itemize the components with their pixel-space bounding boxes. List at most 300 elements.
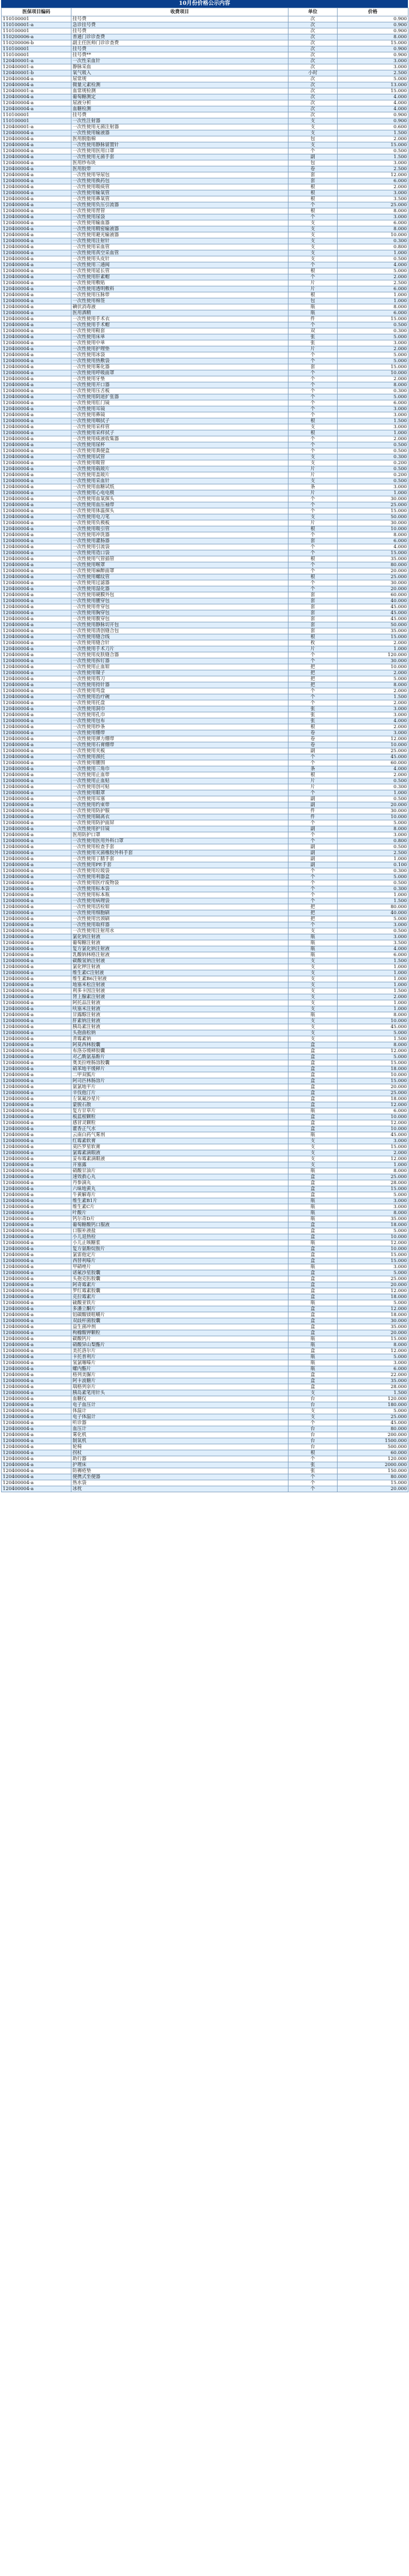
cell-item: 一次性使用吸管 bbox=[71, 460, 288, 466]
cell-item: 藿香正气水 bbox=[71, 1126, 288, 1132]
cell-item: 急诊挂号费 bbox=[71, 22, 288, 28]
cell-code: 120400004-a bbox=[2, 1024, 71, 1030]
cell-price: 2.000 bbox=[338, 772, 408, 778]
cell-code: 120400004-a bbox=[2, 820, 71, 826]
cell-unit: 把 bbox=[288, 910, 338, 916]
cell-item: 一次性使用耳塞 bbox=[71, 796, 288, 802]
table-row bbox=[2, 214, 408, 220]
cell-item: 一次性使用体温探头 bbox=[71, 508, 288, 514]
table-row bbox=[2, 262, 408, 268]
table-row bbox=[2, 1162, 408, 1168]
cell-price: 15.000 bbox=[338, 1144, 408, 1150]
cell-unit: 个 bbox=[288, 880, 338, 886]
cell-unit: 个 bbox=[288, 448, 338, 454]
table-row bbox=[2, 100, 408, 106]
cell-item: 一次性使用呼吸面罩 bbox=[71, 370, 288, 376]
cell-price: 20.000 bbox=[338, 802, 408, 808]
cell-unit: 盒 bbox=[288, 1126, 338, 1132]
cell-price: 0.500 bbox=[338, 844, 408, 850]
cell-item: 感冒灵颗粒 bbox=[71, 1120, 288, 1126]
table-row bbox=[2, 1300, 408, 1306]
cell-code: 120400004-a bbox=[2, 688, 71, 694]
cell-price: 18.000 bbox=[338, 1294, 408, 1300]
cell-unit: 台 bbox=[288, 1396, 338, 1402]
cell-price: 5.000 bbox=[338, 1054, 408, 1060]
cell-price: 8.000 bbox=[338, 208, 408, 214]
cell-item: 一次性使用采血针 bbox=[71, 478, 288, 484]
table-row bbox=[2, 346, 408, 352]
cell-unit: 套 bbox=[288, 592, 338, 598]
table-row bbox=[2, 1234, 408, 1240]
cell-price: 0.300 bbox=[338, 886, 408, 892]
cell-price: 3.000 bbox=[338, 424, 408, 430]
cell-unit: 个 bbox=[288, 442, 338, 448]
cell-price: 10.000 bbox=[338, 1018, 408, 1024]
cell-price: 15.000 bbox=[338, 508, 408, 514]
cell-item: 螺内酯片 bbox=[71, 1366, 288, 1372]
cell-code: 120400004-a bbox=[2, 1246, 71, 1252]
table-row bbox=[2, 1372, 408, 1378]
table-row bbox=[2, 1006, 408, 1012]
cell-item: 一次性使用清创缝合包 bbox=[71, 628, 288, 634]
cell-item: 雾化机 bbox=[71, 1432, 288, 1438]
cell-code: 120400004-a bbox=[2, 244, 71, 250]
cell-unit: 个 bbox=[288, 382, 338, 388]
cell-price: 8.000 bbox=[338, 682, 408, 688]
cell-unit: 把 bbox=[288, 904, 338, 910]
cell-price: 12.000 bbox=[338, 1240, 408, 1246]
cell-item: 一次性使用造口袋 bbox=[71, 550, 288, 556]
cell-item: 板蓝根颗粒 bbox=[71, 1114, 288, 1120]
cell-unit: 盒 bbox=[288, 1078, 338, 1084]
cell-price: 18.000 bbox=[338, 1096, 408, 1102]
cell-item: 一次性使用病理袋 bbox=[71, 898, 288, 904]
cell-code: 120400004-a bbox=[2, 622, 71, 628]
cell-item: 双歧杆菌胶囊 bbox=[71, 1318, 288, 1324]
cell-code: 120400004-a bbox=[2, 892, 71, 898]
cell-price: 25.000 bbox=[338, 1276, 408, 1282]
cell-unit: 支 bbox=[288, 460, 338, 466]
table-row bbox=[2, 844, 408, 850]
cell-unit: 片 bbox=[288, 472, 338, 478]
cell-item: 一次性使用手术帽 bbox=[71, 322, 288, 328]
cell-code: 120400004-a bbox=[2, 838, 71, 844]
cell-code: 120400004-a bbox=[2, 382, 71, 388]
cell-code: 120400004-a bbox=[2, 628, 71, 634]
cell-item: 血糖检测 bbox=[71, 106, 288, 112]
cell-unit: 个 bbox=[288, 658, 338, 664]
table-row bbox=[2, 22, 408, 28]
cell-unit: 次 bbox=[288, 100, 338, 106]
cell-item: 一次性使用腰穿包 bbox=[71, 598, 288, 604]
table-row bbox=[2, 172, 408, 178]
cell-unit: 条 bbox=[288, 484, 338, 490]
cell-code: 120400004-a bbox=[2, 502, 71, 508]
cell-price: 3.000 bbox=[338, 160, 408, 166]
cell-item: 一次性使用肛门镜 bbox=[71, 400, 288, 406]
cell-item: 一次性使用孔巾 bbox=[71, 712, 288, 718]
table-row bbox=[2, 958, 408, 964]
cell-unit: 张 bbox=[288, 1468, 338, 1474]
table-row bbox=[2, 502, 408, 508]
cell-code: 120400004-a bbox=[2, 214, 71, 220]
cell-code: 120400004-a bbox=[2, 886, 71, 892]
table-row bbox=[2, 1000, 408, 1006]
cell-code: 120400004-a bbox=[2, 238, 71, 244]
cell-code: 110100001 bbox=[2, 118, 71, 124]
cell-unit: 盒 bbox=[288, 1288, 338, 1294]
cell-price: 0.500 bbox=[338, 448, 408, 454]
table-row bbox=[2, 1432, 408, 1438]
table-row bbox=[2, 706, 408, 712]
cell-unit: 支 bbox=[288, 970, 338, 976]
cell-code: 120400004-a bbox=[2, 202, 71, 208]
table-row bbox=[2, 1144, 408, 1150]
table-row bbox=[2, 652, 408, 658]
cell-item: 一次性使用弯盘 bbox=[71, 688, 288, 694]
cell-price: 0.900 bbox=[338, 16, 408, 22]
cell-item: 医用防护口罩 bbox=[71, 832, 288, 838]
table-row bbox=[2, 766, 408, 772]
table-row bbox=[2, 1444, 408, 1450]
cell-item: 医用脱脂棉 bbox=[71, 136, 288, 142]
cell-unit: 支 bbox=[288, 142, 338, 148]
cell-item: 一次性使用缝合线 bbox=[71, 634, 288, 640]
cell-price: 0.300 bbox=[338, 454, 408, 460]
table-row bbox=[2, 202, 408, 208]
table-row bbox=[2, 1102, 408, 1108]
cell-unit: 瓶 bbox=[288, 1366, 338, 1372]
cell-unit: 副 bbox=[288, 856, 338, 862]
cell-item: 医用酒精 bbox=[71, 310, 288, 316]
cell-unit: 张 bbox=[288, 718, 338, 724]
cell-item: 微量元素检测 bbox=[71, 82, 288, 88]
table-row bbox=[2, 58, 408, 64]
cell-unit: 次 bbox=[288, 28, 338, 34]
cell-price: 15.000 bbox=[338, 1252, 408, 1258]
table-row bbox=[2, 1276, 408, 1282]
cell-price: 25.000 bbox=[338, 1174, 408, 1180]
cell-code: 120400001-a bbox=[2, 58, 71, 64]
cell-item: 开塞露 bbox=[71, 1162, 288, 1168]
cell-price: 1.500 bbox=[338, 130, 408, 136]
cell-price: 15.000 bbox=[338, 364, 408, 370]
cell-item: 甘露醇注射液 bbox=[71, 1012, 288, 1018]
cell-code: 120400004-a bbox=[2, 616, 71, 622]
cell-price: 0.500 bbox=[338, 796, 408, 802]
table-row bbox=[2, 1180, 408, 1186]
cell-item: 葡萄糖注射液 bbox=[71, 940, 288, 946]
cell-price: 1.500 bbox=[338, 1036, 408, 1042]
cell-item: 一次性使用细胞刷 bbox=[71, 910, 288, 916]
cell-unit: 根 bbox=[288, 634, 338, 640]
cell-unit: 个 bbox=[288, 1480, 338, 1486]
cell-code: 120400004-a bbox=[2, 652, 71, 658]
cell-code: 120400004-a bbox=[2, 790, 71, 796]
table-row bbox=[2, 538, 408, 544]
cell-item: 一次性使用采样拭子 bbox=[71, 430, 288, 436]
cell-unit: 条 bbox=[288, 766, 338, 772]
table-row bbox=[2, 994, 408, 1000]
cell-unit: 盒 bbox=[288, 1072, 338, 1078]
cell-code: 120400004-a bbox=[2, 1300, 71, 1306]
cell-price: 10.000 bbox=[338, 370, 408, 376]
cell-item: 一次性使用颈托 bbox=[71, 754, 288, 760]
cell-code: 120400004-a bbox=[2, 1294, 71, 1300]
cell-unit: 盒 bbox=[288, 1228, 338, 1234]
cell-code: 120400004-a bbox=[2, 910, 71, 916]
cell-code: 120400004-a bbox=[2, 1240, 71, 1246]
cell-item: 小儿退热栓 bbox=[71, 1234, 288, 1240]
cell-item: 电子体温计 bbox=[71, 1414, 288, 1420]
table-row bbox=[2, 1174, 408, 1180]
cell-price: 1.000 bbox=[338, 964, 408, 970]
table-row bbox=[2, 136, 408, 142]
cell-item: 氯化钾注射液 bbox=[71, 964, 288, 970]
table-row bbox=[2, 1216, 408, 1222]
cell-item: 一次性使用腰围 bbox=[71, 760, 288, 766]
cell-price: 0.500 bbox=[338, 778, 408, 784]
cell-price: 20.000 bbox=[338, 1486, 408, 1492]
table-row bbox=[2, 334, 408, 340]
cell-code: 120400004-a bbox=[2, 1486, 71, 1492]
cell-price: 0.500 bbox=[338, 322, 408, 328]
cell-item: 一次性使用静脉留置针 bbox=[71, 142, 288, 148]
table-row bbox=[2, 196, 408, 202]
table-row bbox=[2, 772, 408, 778]
cell-item: 一次性使用痰液收集器 bbox=[71, 436, 288, 442]
cell-unit: 个 bbox=[288, 262, 338, 268]
cell-code: 120400004-a bbox=[2, 1054, 71, 1060]
cell-unit: 副 bbox=[288, 826, 338, 832]
cell-price: 1.500 bbox=[338, 988, 408, 994]
cell-code: 120400004-a bbox=[2, 514, 71, 520]
cell-code: 120400004-a bbox=[2, 664, 71, 670]
table-row bbox=[2, 382, 408, 388]
cell-code: 120400004-a bbox=[2, 370, 71, 376]
cell-price: 5.000 bbox=[338, 1228, 408, 1234]
cell-code: 120400004-a bbox=[2, 94, 71, 100]
cell-item: 阿奇霉素片 bbox=[71, 1282, 288, 1288]
cell-unit: 个 bbox=[288, 508, 338, 514]
cell-unit: 支 bbox=[288, 226, 338, 232]
table-row bbox=[2, 34, 408, 40]
cell-price: 18.000 bbox=[338, 1222, 408, 1228]
cell-unit: 片 bbox=[288, 286, 338, 292]
cell-unit: 套 bbox=[288, 598, 338, 604]
cell-unit: 套 bbox=[288, 616, 338, 622]
cell-code: 110100001-a bbox=[2, 22, 71, 28]
cell-price: 18.000 bbox=[338, 1066, 408, 1072]
cell-code: 120400004-a bbox=[2, 946, 71, 952]
cell-code: 120400004-a bbox=[2, 1072, 71, 1078]
cell-item: 一次性使用治疗碗 bbox=[71, 694, 288, 700]
table-row bbox=[2, 952, 408, 958]
cell-unit: 瓶 bbox=[288, 1132, 338, 1138]
table-row bbox=[2, 814, 408, 820]
cell-price: 2000.000 bbox=[338, 1462, 408, 1468]
cell-price: 0.800 bbox=[338, 838, 408, 844]
cell-price: 1.500 bbox=[338, 1390, 408, 1396]
cell-price: 15.000 bbox=[338, 1060, 408, 1066]
cell-unit: 支 bbox=[288, 454, 338, 460]
cell-item: 一次性使用冲洗器 bbox=[71, 532, 288, 538]
cell-price: 1.000 bbox=[338, 1162, 408, 1168]
cell-code: 120400004-a bbox=[2, 1438, 71, 1444]
cell-price: 28.000 bbox=[338, 1180, 408, 1186]
cell-code: 120400004-a bbox=[2, 1198, 71, 1204]
table-row bbox=[2, 964, 408, 970]
cell-item: 一次性使用手术刀片 bbox=[71, 646, 288, 652]
cell-item: 挂号费 bbox=[71, 112, 288, 118]
cell-price: 2.000 bbox=[338, 688, 408, 694]
table-row bbox=[2, 304, 408, 310]
cell-price: 6.000 bbox=[338, 1108, 408, 1114]
table-row bbox=[2, 1012, 408, 1018]
cell-price: 0.300 bbox=[338, 238, 408, 244]
cell-unit: 支 bbox=[288, 958, 338, 964]
table-row bbox=[2, 358, 408, 364]
cell-price: 4.000 bbox=[338, 544, 408, 550]
cell-unit: 包 bbox=[288, 136, 338, 142]
cell-unit: 支 bbox=[288, 994, 338, 1000]
cell-code: 120400004-a bbox=[2, 526, 71, 532]
cell-unit: 支 bbox=[288, 1036, 338, 1042]
cell-price: 0.500 bbox=[338, 880, 408, 886]
table-row bbox=[2, 856, 408, 862]
cell-unit: 盒 bbox=[288, 1306, 338, 1312]
cell-item: 一次性使用阴道扩张器 bbox=[71, 394, 288, 400]
cell-unit: 支 bbox=[288, 1162, 338, 1168]
cell-item: 西替利嗪片 bbox=[71, 1258, 288, 1264]
cell-unit: 个 bbox=[288, 370, 338, 376]
cell-price: 20.000 bbox=[338, 1282, 408, 1288]
cell-unit: 支 bbox=[288, 1150, 338, 1156]
cell-unit: 次 bbox=[288, 106, 338, 112]
cell-price: 2.000 bbox=[338, 670, 408, 676]
cell-price: 15.000 bbox=[338, 1186, 408, 1192]
cell-code: 120400004-a bbox=[2, 1138, 71, 1144]
table-row bbox=[2, 574, 408, 580]
cell-code: 120400004-a bbox=[2, 1096, 71, 1102]
cell-unit: 瓶 bbox=[288, 1360, 338, 1366]
cell-price: 2.500 bbox=[338, 166, 408, 172]
cell-unit: 盒 bbox=[288, 1318, 338, 1324]
cell-code: 120400004-a bbox=[2, 1162, 71, 1168]
table-row bbox=[2, 1462, 408, 1468]
cell-code: 120400004-a bbox=[2, 250, 71, 256]
cell-price: 10.000 bbox=[338, 526, 408, 532]
table-row bbox=[2, 388, 408, 394]
cell-unit: 支 bbox=[288, 976, 338, 982]
table-row bbox=[2, 790, 408, 796]
cell-price: 8.000 bbox=[338, 826, 408, 832]
cell-unit: 根 bbox=[288, 184, 338, 190]
table-row bbox=[2, 712, 408, 718]
table-row bbox=[2, 46, 408, 52]
cell-price: 3.000 bbox=[338, 1264, 408, 1270]
cell-price: 3.000 bbox=[338, 1138, 408, 1144]
cell-code: 120400004-a bbox=[2, 1018, 71, 1024]
table-row bbox=[2, 1264, 408, 1270]
cell-item: 血常规检测 bbox=[71, 88, 288, 94]
cell-code: 120400004-a bbox=[2, 826, 71, 832]
cell-unit: 个 bbox=[288, 562, 338, 568]
cell-price: 1.000 bbox=[338, 1006, 408, 1012]
cell-price: 30.000 bbox=[338, 496, 408, 502]
table-row bbox=[2, 484, 408, 490]
cell-price: 4.000 bbox=[338, 766, 408, 772]
table-row bbox=[2, 40, 408, 46]
cell-code: 120400004-a bbox=[2, 646, 71, 652]
table-row bbox=[2, 106, 408, 112]
cell-unit: 根 bbox=[288, 526, 338, 532]
cell-unit: 把 bbox=[288, 676, 338, 682]
table-row bbox=[2, 1126, 408, 1132]
cell-unit: 次 bbox=[288, 76, 338, 82]
cell-unit: 根 bbox=[288, 724, 338, 730]
cell-item: 一次性使用湿化器 bbox=[71, 586, 288, 592]
table-row bbox=[2, 1270, 408, 1276]
cell-item: 一次性使用输氧管 bbox=[71, 190, 288, 196]
cell-item: 一次性使用洞巾 bbox=[71, 706, 288, 712]
table-row bbox=[2, 370, 408, 376]
cell-unit: 副 bbox=[288, 862, 338, 868]
cell-code: 120400004-a bbox=[2, 1384, 71, 1390]
cell-unit: 个 bbox=[288, 874, 338, 880]
table-row bbox=[2, 916, 408, 922]
cell-code: 120400004-a bbox=[2, 796, 71, 802]
table-row bbox=[2, 1330, 408, 1336]
cell-unit: 套 bbox=[288, 622, 338, 628]
cell-item: 一次性使用精密输液器 bbox=[71, 226, 288, 232]
cell-item: 一次性使用PE手套 bbox=[71, 862, 288, 868]
cell-price: 80.000 bbox=[338, 1474, 408, 1480]
cell-code: 120400004-a bbox=[2, 1420, 71, 1426]
cell-item: 一次性使用采样管 bbox=[71, 424, 288, 430]
cell-code: 120400004-a bbox=[2, 430, 71, 436]
cell-price: 180.000 bbox=[338, 1402, 408, 1408]
table-row bbox=[2, 184, 408, 190]
cell-unit: 片 bbox=[288, 346, 338, 352]
cell-unit: 盒 bbox=[288, 1270, 338, 1276]
cell-code: 120400004-a bbox=[2, 736, 71, 742]
cell-item: 一次性使用夹板 bbox=[71, 748, 288, 754]
cell-price: 2.500 bbox=[338, 850, 408, 856]
cell-item: 氯化钠注射液 bbox=[71, 934, 288, 940]
cell-unit: 个 bbox=[288, 148, 338, 154]
cell-item: 一次性使用雾化器 bbox=[71, 364, 288, 370]
cell-code: 120400004-a bbox=[2, 160, 71, 166]
cell-code: 110100001 bbox=[2, 112, 71, 118]
cell-code: 120400001-a bbox=[2, 124, 71, 130]
cell-code: 120400004-a bbox=[2, 220, 71, 226]
table-row bbox=[2, 634, 408, 640]
cell-code: 120400004-a bbox=[2, 340, 71, 346]
cell-price: 4.000 bbox=[338, 946, 408, 952]
table-row bbox=[2, 298, 408, 304]
table-row bbox=[2, 904, 408, 910]
table-row bbox=[2, 976, 408, 982]
table-row bbox=[2, 760, 408, 766]
cell-price: 30.000 bbox=[338, 1318, 408, 1324]
cell-unit: 个 bbox=[288, 760, 338, 766]
cell-unit: 瓶 bbox=[288, 1198, 338, 1204]
table-row bbox=[2, 76, 408, 82]
cell-unit: 个 bbox=[288, 1420, 338, 1426]
cell-price: 1.500 bbox=[338, 694, 408, 700]
cell-code: 120400004-a bbox=[2, 1336, 71, 1342]
